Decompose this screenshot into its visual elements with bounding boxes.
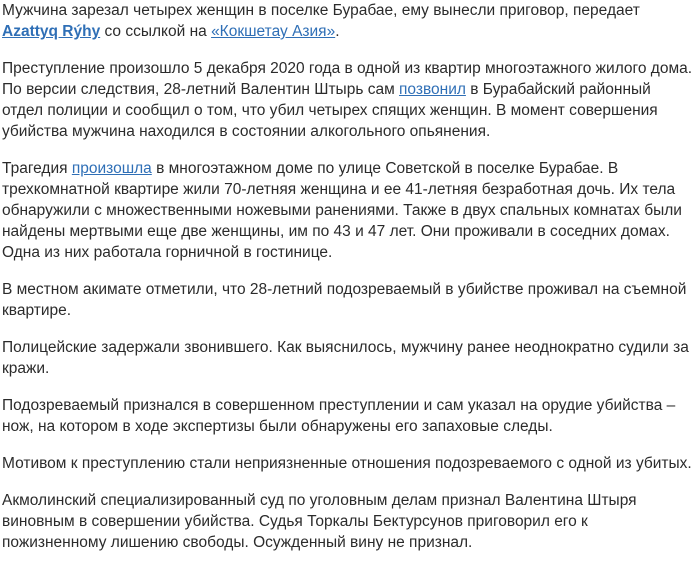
paragraph-2-text: Преступление произошло 5 декабря 2020 года в одной из квартир многоэтажного жилого дома. По версии следствия, 28-летний Валентин Штырь сам xyxy=(2,60,693,98)
source-link[interactable]: Azattyq Rýhy xyxy=(2,23,101,40)
paragraph-lead xyxy=(2,0,696,42)
paragraph-7: Мотивом к преступлению стали неприязненные отношения подозреваемого с одной из убитых. xyxy=(2,455,692,472)
lead-text-middle: со ссылкой на xyxy=(100,23,212,40)
paragraph-2 xyxy=(2,58,696,142)
paragraph-5: Полицейские задержали звонившего. Как выяснилось, мужчину ранее неоднократно судили за кражи. xyxy=(2,339,689,377)
paragraph-8: Акмолинский специализированный суд по уголовным делам признал Валентина Штыря виновным в совершении убийства. Судья Торкалы Бектурсунов приговорил его к пожизненному лишению свободы. Осужденный вину не признал. xyxy=(2,492,637,551)
happened-link[interactable]: произошла xyxy=(71,160,152,177)
paragraph-3-text: Трагедия xyxy=(2,160,72,177)
reference-link[interactable]: «Кокшетау Азия» xyxy=(211,23,336,40)
paragraph-4: В местном акимате отметили, что 28-летний подозреваемый в убийстве проживал на съемной квартире. xyxy=(2,281,687,319)
lead-text-end: . xyxy=(335,23,340,40)
paragraph-3 xyxy=(2,158,696,263)
paragraph-2-text-end: в Бурабайский районный отдел полиции и сообщил о том, что убил четырех спящих женщин. В момент совершения убийства мужчина находился в состоянии алкогольного опьянения. xyxy=(2,81,658,140)
paragraph-6: Подозреваемый признался в совершенном преступлении и сам указал на орудие убийства – нож, на котором в ходе экспертизы были обнаружены его запаховые следы. xyxy=(2,397,676,435)
article-body xyxy=(2,0,696,569)
lead-text: Мужчина зарезал четырех женщин в поселке Бурабае, ему вынесли приговор, передает xyxy=(2,2,640,19)
called-link[interactable]: позвонил xyxy=(399,81,466,98)
paragraph-3-text-end: в многоэтажном доме по улице Советской в поселке Бурабае. В трехкомнатной квартире жили 70-летняя женщина и ее 41-летняя безработная дочь. Их тела обнаружили с множественными ножевыми ранениями. Также в двух спальных комнатах были найдены мертвыми еще две женщины, им по 43 и 47 лет. Они проживали в соседних домах. Одна из них работала горничной в гостинице. xyxy=(2,160,682,261)
